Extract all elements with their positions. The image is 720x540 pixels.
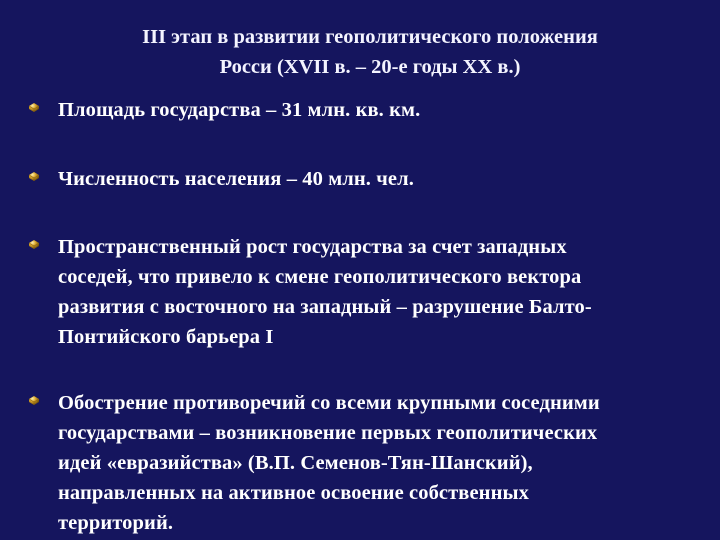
bullet-text — [58, 232, 708, 352]
bullet-line: Площадь государства – 31 млн. кв. км. — [58, 99, 421, 121]
bullet-line: Численность населения – 40 млн. чел. — [58, 168, 414, 190]
gold-sphere-bullet-icon — [28, 394, 40, 406]
gold-sphere-bullet-icon — [28, 238, 40, 250]
bullet-text — [58, 164, 708, 194]
bullet-line: соседей, что привело к смене геополитического вектора — [58, 266, 582, 288]
bullet-line: государствами – возникновение первых геополитических — [58, 422, 598, 444]
bullet-line: Пространственный рост государства за счет западных — [58, 236, 567, 258]
bullet-line: Понтийского барьера I — [58, 326, 274, 348]
bullet-line: направленных на активное освоение собственных — [58, 482, 529, 504]
bullet-text — [58, 95, 708, 125]
bullet-text — [58, 388, 708, 538]
bullet-line: развития с восточного на западный – разрушение Балто- — [58, 296, 592, 318]
gold-sphere-bullet-icon — [28, 101, 40, 113]
gold-sphere-bullet-icon — [28, 170, 40, 182]
bullet-line: Обострение противоречий со всеми крупными соседними — [58, 392, 600, 414]
title-line-2: Росси (XVII в. – 20-е годы XX в.) — [219, 56, 521, 78]
bullet-line: идей «евразийства» (В.П. Семенов-Тян-Шанский), — [58, 452, 533, 474]
title-line-1: III этап в развитии геополитического положения — [142, 26, 598, 48]
bullet-line: территорий. — [58, 512, 174, 534]
